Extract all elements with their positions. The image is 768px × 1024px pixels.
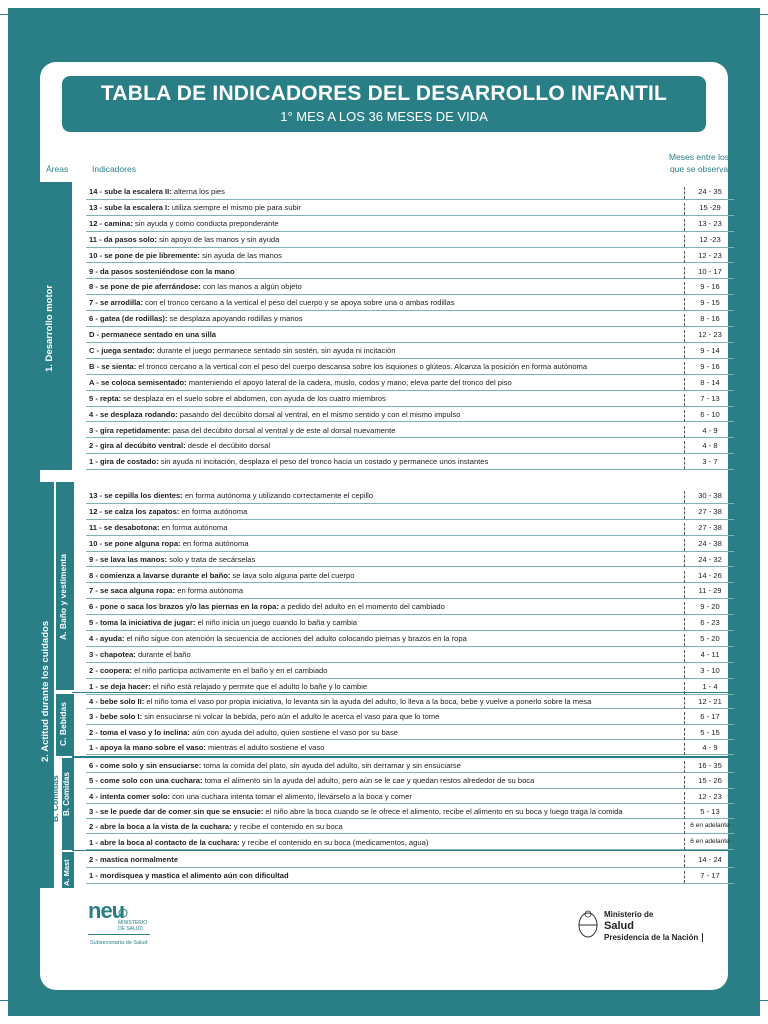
- indicator-label: 4 - bebe solo II:: [89, 697, 145, 706]
- indicator-text: [89, 378, 679, 387]
- indicator-description: con una cuchara intenta tomar el alimento, llevárselo a la boca y comer: [170, 791, 412, 801]
- months-range: 11 - 29: [684, 586, 735, 598]
- indicator-text: [89, 410, 679, 419]
- indicator-description: con las manos a algún objeto: [200, 282, 302, 292]
- indicator-text: [89, 697, 679, 706]
- months-range: 13 - 23: [684, 219, 735, 231]
- indicator-text: [89, 650, 679, 659]
- indicator-text: [89, 187, 679, 196]
- table-row: [86, 536, 734, 552]
- indicator-label: 4 - intenta comer solo:: [89, 791, 171, 801]
- table-row: [86, 279, 734, 295]
- indicator-description: toma la comida del plato, sin ayuda del adulto, sin derramar y sin ensuciarse: [201, 761, 461, 770]
- indicator-text: [89, 871, 679, 880]
- table-row: [86, 248, 734, 264]
- indicator-text: [89, 634, 679, 643]
- area-label-mast: A. Mast: [62, 859, 71, 886]
- table-row: [86, 504, 734, 520]
- indicator-label: 6 - gatea (de rodillas):: [89, 314, 168, 324]
- table-row: [86, 391, 734, 407]
- table-row: [86, 552, 734, 568]
- indicator-label: 7 - se arrodilla:: [89, 298, 144, 308]
- months-range: 30 - 38: [684, 491, 735, 503]
- indicator-text: [89, 507, 679, 516]
- months-range: 12 - 23: [684, 251, 735, 263]
- indicator-label: 4 - se desplaza rodando:: [89, 409, 178, 419]
- table-row: [86, 216, 734, 232]
- indicator-description: pasa del decúbito dorsal al ventral y de este al dorsal nuevamente: [170, 425, 396, 435]
- indicator-label: 2 - toma el vaso y lo inclina:: [89, 727, 190, 737]
- indicator-description: en forma autónoma: [159, 522, 228, 532]
- indicator-text: [89, 728, 679, 737]
- page-subtitle: 1° MES A LOS 36 MESES DE VIDA: [280, 109, 488, 124]
- indicator-label: C - juega sentado:: [89, 346, 155, 355]
- ministerio-small: MINISTERIO: [118, 920, 148, 926]
- indicator-label: 12 - camina:: [89, 218, 133, 228]
- table-row: [86, 804, 734, 819]
- indicator-label: D - permanece sentado en una silla: [89, 330, 217, 340]
- indicator-description: el niño sigue con atención la secuencia de acciones del adulto colocando piernas y brazos en la ropa: [124, 634, 467, 644]
- indicator-description: el niño toma el vaso por propia iniciativa, lo levanta sin la ayuda del adulto, lo lleva a la boca, bebe y vuelve a ponerlo sobre la mesa: [144, 697, 592, 706]
- months-range: 6 en adelante: [684, 822, 735, 834]
- indicator-text: [89, 362, 679, 371]
- months-range: 14 - 26: [684, 571, 735, 583]
- months-range: 12 - 21: [684, 697, 735, 709]
- months-range: 27 - 38: [684, 507, 735, 519]
- table-row: [86, 725, 734, 740]
- months-range: 24 - 32: [684, 555, 735, 567]
- indicator-label: 3 - bebe solo I:: [89, 712, 143, 722]
- indicator-text: [89, 330, 679, 339]
- table-row: [86, 663, 734, 679]
- indicator-text: [89, 539, 679, 548]
- table-row: [86, 454, 734, 470]
- indicator-label: 3 - se le puede dar de comer sin que se ensucie:: [89, 806, 264, 816]
- indicator-label: 2 - abre la boca a la vista de la cuchara:: [89, 822, 232, 832]
- indicator-description: el niño abre la boca cuando se le ofrece el alimento, recibe el alimento en su boca y luego traga la comida: [263, 806, 623, 816]
- months-range: 8 - 14: [684, 378, 735, 390]
- indicator-description: se desplaza apoyando rodillas y manos: [167, 314, 303, 324]
- table-row: [86, 359, 734, 375]
- indicator-text: [89, 555, 679, 564]
- table-row: [86, 647, 734, 663]
- indicator-description: con el tronco cercano a la vertical el peso del cuerpo y se apoya sobre una o ambas rodillas: [143, 298, 455, 308]
- indicator-description: sin ayuda ni incitación, desplaza el peso del tronco hacia un costado y permanece unos instantes: [158, 457, 489, 467]
- months-range: 4 - 9: [684, 743, 735, 755]
- indicator-text: [89, 314, 679, 323]
- indicator-text: [89, 203, 679, 212]
- indicator-description: aún con ayuda del adulto, quien sostiene el vaso por su base: [189, 727, 398, 737]
- table-row: [86, 852, 734, 868]
- page-title: TABLA DE INDICADORES DEL DESARROLLO INFANTIL: [100, 82, 668, 105]
- indicator-label: A - se coloca semisentado:: [89, 377, 187, 387]
- months-range: 6 en adelante: [684, 838, 735, 850]
- indicator-description: el niño está relajado y permite que el adulto lo bañe y lo cambie: [150, 681, 368, 691]
- table-row: [86, 200, 734, 216]
- indicator-text: [89, 682, 679, 691]
- table-row: [86, 773, 734, 788]
- months-range: 5 - 20: [684, 634, 735, 646]
- indicator-text: [89, 838, 679, 847]
- months-range: 6 - 23: [684, 618, 735, 630]
- indicator-description: y recibe el contenido en su boca (medicamentos, agua): [239, 837, 429, 847]
- indicator-label: 9 - se lava las manos:: [89, 554, 168, 564]
- indicator-description: durante el juego permanece sentado sin sostén, sin ayuda ni incitación: [154, 346, 396, 355]
- indicator-label: 1 - abre la boca al contacto de la cuchara:: [89, 837, 240, 847]
- indicator-description: el niño participa activamente en el baño y en el cambiado: [132, 665, 328, 675]
- indicator-label: 13 - sube la escalera I:: [89, 202, 170, 212]
- indicator-text: [89, 251, 679, 260]
- indicator-description: a pedido del adulto en el momento del cambiado: [278, 602, 445, 612]
- indicator-text: [89, 855, 679, 864]
- months-range: 24 - 38: [684, 539, 735, 551]
- indicator-description: desde el decúbito dorsal: [185, 441, 271, 451]
- indicator-label: 9 - da pasos sosteniéndose con la mano: [89, 266, 235, 276]
- indicator-label: 1 - gira de costado:: [89, 457, 159, 467]
- indicator-label: 2 - mastica normalmente: [89, 855, 179, 864]
- months-range: 1 - 4: [684, 682, 735, 694]
- indicator-description: el tronco cercano a la vertical con el peso del cuerpo descansa sobre los isquiones o glúteos. Alcanza la posición en forma autónoma: [136, 361, 588, 371]
- indicator-label: 1 - mordisquea y mastica el alimento aún con dificultad: [89, 871, 289, 880]
- indicator-description: en forma autónoma: [180, 538, 249, 548]
- indicator-label: 7 - se saca alguna ropa:: [89, 586, 176, 596]
- indicator-text: [89, 298, 679, 307]
- indicator-label: 5 - toma la iniciativa de jugar:: [89, 618, 196, 628]
- indicator-text: [89, 743, 679, 752]
- indicator-label: 14 - sube la escalera II:: [89, 187, 172, 196]
- months-range: 12 - 23: [684, 330, 735, 342]
- indicator-description: en forma autónoma: [179, 506, 248, 516]
- indicator-text: [89, 666, 679, 675]
- indicator-text: [89, 235, 679, 244]
- indicator-label: 2 - coopera:: [89, 665, 133, 675]
- salud-small: DE SALUD: [118, 926, 144, 932]
- crop-mark-br: [760, 1000, 768, 1001]
- crop-mark-tr: [760, 14, 768, 15]
- indicator-text: [89, 523, 679, 532]
- indicator-label: 3 - gira repetidamente:: [89, 425, 171, 435]
- months-range: 3 - 7: [684, 457, 735, 469]
- indicator-text: [89, 457, 679, 466]
- table-row: [86, 327, 734, 343]
- months-range: 4 - 8: [684, 441, 735, 453]
- indicadores-header: Indicadores: [92, 164, 136, 174]
- indicator-description: el niño inicia un juego cuando lo baña y cambia: [195, 618, 358, 628]
- months-range: 9 - 14: [684, 346, 735, 358]
- indicator-description: sin ayuda y como conducta preponderante: [132, 218, 279, 228]
- indicator-text: [89, 346, 679, 355]
- table-row: [86, 488, 734, 504]
- salud-text: Salud: [604, 920, 634, 932]
- indicator-label: 6 - come solo y sin ensuciarse:: [89, 761, 202, 770]
- table-row: [86, 599, 734, 615]
- table-row: [86, 789, 734, 804]
- months-range: 16 - 35: [684, 761, 735, 773]
- months-range: 9 - 15: [684, 298, 735, 310]
- area-label-bano: A. Baño y vestimenta: [58, 554, 68, 640]
- indicator-description: solo y trata de secárselas: [167, 554, 256, 564]
- indicator-text: [89, 441, 679, 450]
- indicator-label: B - se sienta:: [89, 361, 137, 371]
- crop-mark-tl: [0, 14, 8, 15]
- areas-header: Áreas: [46, 164, 69, 174]
- shield-icon: [118, 908, 128, 918]
- indicator-text: [89, 822, 679, 831]
- months-range: 12 - 23: [684, 792, 735, 804]
- table-row: [86, 740, 734, 755]
- indicator-label: 5 - repta:: [89, 393, 122, 403]
- indicator-label: 6 - pone o saca los brazos y/o las piernas en la ropa:: [89, 602, 279, 612]
- indicator-description: utiliza siempre el mismo pie para subir: [169, 202, 301, 212]
- meses-header-2: que se observa: [669, 164, 729, 174]
- indicator-description: durante el baño: [135, 650, 191, 659]
- indicator-label: 4 - ayuda:: [89, 634, 125, 644]
- indicator-label: 1 - apoya la mano sobre el vaso:: [89, 742, 206, 752]
- area-label-cuidados: 2. Actitud durante los cuidados: [40, 620, 51, 762]
- months-range: 27 - 38: [684, 523, 735, 535]
- months-range: 15 - 26: [684, 776, 735, 788]
- table-row: [86, 819, 734, 834]
- months-range: 12 -23: [684, 235, 735, 247]
- crop-mark-bl: [0, 1000, 8, 1001]
- table-row: [86, 375, 734, 391]
- logo-rule: [88, 934, 150, 935]
- table-row: [86, 679, 734, 695]
- indicator-text: [89, 219, 679, 228]
- table-row: [86, 631, 734, 647]
- months-range: 3 - 10: [684, 666, 735, 678]
- indicator-text: [89, 792, 679, 801]
- table-row: [86, 583, 734, 599]
- indicator-label: 5 - come solo con una cuchara:: [89, 776, 203, 786]
- months-range: 5 - 15: [684, 728, 735, 740]
- title-banner: [62, 76, 706, 132]
- indicator-text: [89, 571, 679, 580]
- indicator-description: toma el alimento sin la ayuda del adulto, pero aún se le cae y quedan restos alrededor de su boca: [202, 776, 535, 786]
- area-label-comidas-inner: B. Comidas: [62, 771, 71, 816]
- indicator-text: [89, 761, 679, 770]
- table-row: [86, 343, 734, 359]
- indicator-label: 10 - se pone de pie libremente:: [89, 250, 200, 260]
- indicator-text: [89, 491, 679, 500]
- indicator-text: [89, 776, 679, 785]
- indicator-text: [89, 618, 679, 627]
- presidencia-text: Presidencia de la Nación: [604, 933, 703, 942]
- months-range: 8 - 16: [684, 314, 735, 326]
- indicator-label: 11 - da pasos solo:: [89, 234, 157, 244]
- months-range: 9 - 16: [684, 362, 735, 374]
- area-label-bebidas: C. Bebidas: [58, 702, 68, 746]
- months-range: 7 - 17: [684, 871, 735, 883]
- indicator-label: 3 - chapotea:: [89, 650, 136, 659]
- indicator-description: mientras el adulto sostiene el vaso: [205, 742, 325, 752]
- indicator-label: 13 - se cepilla los dientes:: [89, 491, 183, 500]
- months-range: 6 - 17: [684, 712, 735, 724]
- indicator-text: [89, 394, 679, 403]
- months-range: 4 - 9: [684, 426, 735, 438]
- area-label-motor: 1. Desarrollo motor: [44, 284, 55, 372]
- months-range: 10 - 17: [684, 267, 735, 279]
- table-row: [86, 568, 734, 584]
- indicator-description: manteniendo el apoyo lateral de la cadera, muslo, codos y mano, eleva parte del tronco del piso: [186, 377, 512, 387]
- months-range: 15 -29: [684, 203, 735, 215]
- indicator-text: [89, 267, 679, 276]
- months-range: 6 - 10: [684, 410, 735, 422]
- table-row: [86, 615, 734, 631]
- months-range: 7 - 13: [684, 394, 735, 406]
- indicator-text: [89, 586, 679, 595]
- indicator-description: alterna los pies: [171, 187, 225, 196]
- table-row: [86, 438, 734, 454]
- indicator-text: [89, 602, 679, 611]
- area-label-comidas-outer: B. Comidas: [50, 775, 60, 822]
- indicator-description: sin ayuda de las manos: [200, 250, 282, 260]
- indicator-description: sin ensuciarse ni volcar la bebida, pero aún el adulto le acerca el vaso para que lo tome: [142, 712, 440, 722]
- indicator-text: [89, 282, 679, 291]
- indicator-text: [89, 712, 679, 721]
- table-row: [86, 868, 734, 884]
- table-row: [86, 264, 734, 280]
- indicator-description: sin apoyo de las manos y sin ayuda: [156, 234, 280, 244]
- months-range: 9 - 16: [684, 282, 735, 294]
- indicator-text: [89, 807, 679, 816]
- coat-of-arms-icon: [576, 908, 600, 942]
- indicator-label: 10 - se pone alguna ropa:: [89, 538, 181, 548]
- subsecretaria-text: Subsecretaría de Salud: [90, 940, 148, 946]
- indicator-description: en forma autónoma: [175, 586, 244, 596]
- table-row: [86, 184, 734, 200]
- months-range: 5 - 13: [684, 807, 735, 819]
- neu-wordmark: neu: [88, 898, 125, 923]
- table-row: [86, 835, 734, 850]
- meses-header-1: Meses entre los: [669, 152, 729, 162]
- indicator-label: 12 - se calza los zapatos:: [89, 506, 180, 516]
- months-range: 4 - 11: [684, 650, 735, 662]
- indicator-label: 8 - se pone de pie aferrándose:: [89, 282, 201, 292]
- table-row: [86, 311, 734, 327]
- section-divider-mast: [72, 850, 734, 851]
- table-row: [86, 295, 734, 311]
- indicator-label: 2 - gira al decúbito ventral:: [89, 441, 186, 451]
- table-row: [86, 709, 734, 724]
- table-row: [86, 758, 734, 773]
- indicator-text: [89, 426, 679, 435]
- indicator-description: se desplaza en el suelo sobre el abdomen, con ayuda de los cuatro miembros: [121, 393, 386, 403]
- table-row: [86, 694, 734, 709]
- indicator-label: 1 - se deja hacer:: [89, 681, 151, 691]
- indicator-description: se lava solo alguna parte del cuerpo: [230, 570, 355, 580]
- indicator-description: pasando del decúbito dorsal al ventral, en el mismo sentido y con el mismo impulso: [177, 409, 461, 419]
- indicator-label: 8 - comienza a lavarse durante el baño:: [89, 570, 231, 580]
- table-row: [86, 423, 734, 439]
- months-range: 9 - 20: [684, 602, 735, 614]
- indicator-description: y recibe el contenido en su boca: [231, 822, 343, 832]
- table-row: [86, 407, 734, 423]
- months-range: 24 - 35: [684, 187, 735, 199]
- indicator-description: en forma autónoma y utilizando correctamente el cepillo: [182, 491, 374, 500]
- ministerio-text: Ministerio de: [604, 910, 654, 919]
- months-range: 14 - 24: [684, 855, 735, 867]
- indicator-label: 11 - se desabotona:: [89, 522, 160, 532]
- ministerio-small-text: [118, 920, 147, 932]
- table-row: [86, 520, 734, 536]
- table-row: [86, 232, 734, 248]
